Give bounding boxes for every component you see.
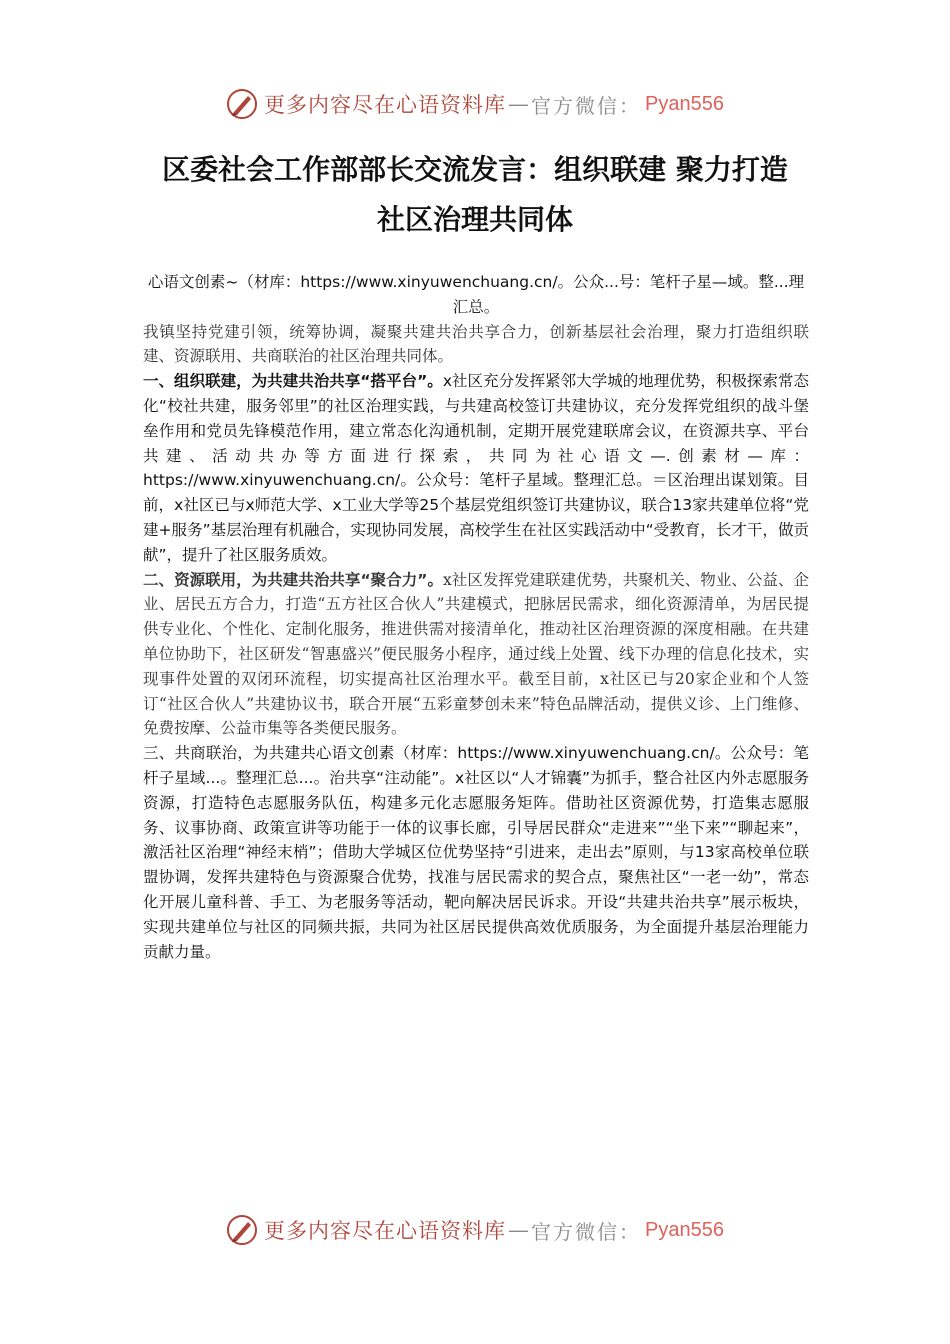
section3-body: x社区以“人才锦囊”为抓手，整合社区内外志愿服务资源，打造特色志愿服务队伍，构建多元化志愿服务矩阵。借助社区资源优势，打造集志愿服务、议事协商、政策宣讲等功能于一体的议事长廊，引导居民群众“走进来”“坐下来”“聊起来”，激活社区治理“神经末梢”；借助大学城区位优势坚持“引进来，走出去”原则，与13家高校单位联盟协调，发挥共建特色与资源聚合优势，找准与居民需求的契合点，聚焦社区“一老一幼”，常态化开展儿童科普、手工、为老服务等活动，靶向解决居民诉求。开设“共建共治共享”展示板块，实现共建单位与社区的同频共振，共同为社区居民提供高效优质服务，为全面提升基层治理能力贡献力量。	[143, 768, 809, 961]
source-line: 心语文创素~（材库：https://www.xinyuwenchuang.cn/。公众...号：笔杆子星—域。整...理汇总。	[147, 273, 805, 316]
banner-separator: —	[508, 92, 530, 116]
banner-text: 更多内容尽在心语资料库	[264, 93, 507, 117]
banner-wechat-id: Pyan556	[645, 1218, 724, 1241]
pen-logo-icon	[226, 88, 258, 120]
document-title-line2: 社区治理共同体	[376, 203, 573, 236]
footer-banner[interactable]	[0, 1212, 950, 1248]
banner-text: 更多内容尽在心语资料库	[264, 1219, 507, 1243]
banner-subtext: 官方微信：	[531, 93, 642, 118]
banner-subtext: 官方微信：	[531, 1219, 642, 1244]
section1-body: x社区充分发挥紧邻大学城的地理优势，积极探索常态化“校社共建，服务邻里”的社区治理实践，与共建高校签订共建协议，充分发挥党组织的战斗堡垒作用和党员先锋模范作用，建立常态化沟通机制，定期开展党建联席会议，在资源共享、平台共建、活动共办等方面进行探索，共同为社心语文—.创素材—库：https://www.xinyuwenchuang.cn/。公众号：笔杆子星域。整理汇总。＝区治理出谋划策。目前，x社区已与x师范大学、x工业大学等25个基层党组织签订共建协议，联合13家共建单位将“党建+服务”基层治理有机融合，实现协同发展，高校学生在社区实践活动中“受教育，长才干，做贡献”，提升了社区服务质效。	[143, 372, 809, 564]
banner-wechat-id: Pyan556	[645, 92, 724, 115]
section3-heading: 三、共商联治，为共建共心语文创素（材库：https://www.xinyuwenchuang.cn/。公众号：笔杆子星域...。整理汇总...。治共享“注动能”。	[143, 744, 809, 787]
banner-separator: —	[508, 1218, 530, 1242]
section1-heading: 一、组织联建，为共建共治共享“搭平台”。	[143, 372, 443, 391]
section1-paragraph	[143, 369, 809, 567]
document-title-line1: 区委社会工作部部长交流发言：组织联建 聚力打造	[162, 153, 788, 186]
section2-body: x社区发挥党建联建优势，共聚机关、物业、公益、企业、居民五方合力，打造“五方社区合伙人”共建模式，把脉居民需求，细化资源清单，为居民提供专业化、个性化、定制化服务，推进供需对接清单化，推动社区治理资源的深度相融。在共建单位协助下，社区研发“智惠盛兴”便民服务小程序，通过线上处置、线下办理的信息化技术，实现事件处置的双闭环流程，切实提高社区治理水平。截至目前，x社区已与20家企业和个人签订“社区合伙人”共建协议书，联合开展“五彩童梦创未来”特色品牌活动，提供义诊、上门维修、免费按摩、公益市集等各类便民服务。	[143, 570, 809, 738]
pen-logo-icon	[226, 1214, 258, 1246]
document-body	[143, 270, 809, 964]
section3-paragraph	[143, 741, 809, 964]
section2-heading: 二、资源联用，为共建共治共享“聚合力”。	[143, 570, 444, 589]
intro-paragraph: 我镇坚持党建引领，统筹协调，凝聚共建共治共享合力，创新基层社会治理，聚力打造组织联建、资源联用、共商联治的社区治理共同体。	[143, 322, 809, 366]
header-banner[interactable]	[0, 86, 950, 122]
section2-paragraph	[143, 568, 809, 742]
